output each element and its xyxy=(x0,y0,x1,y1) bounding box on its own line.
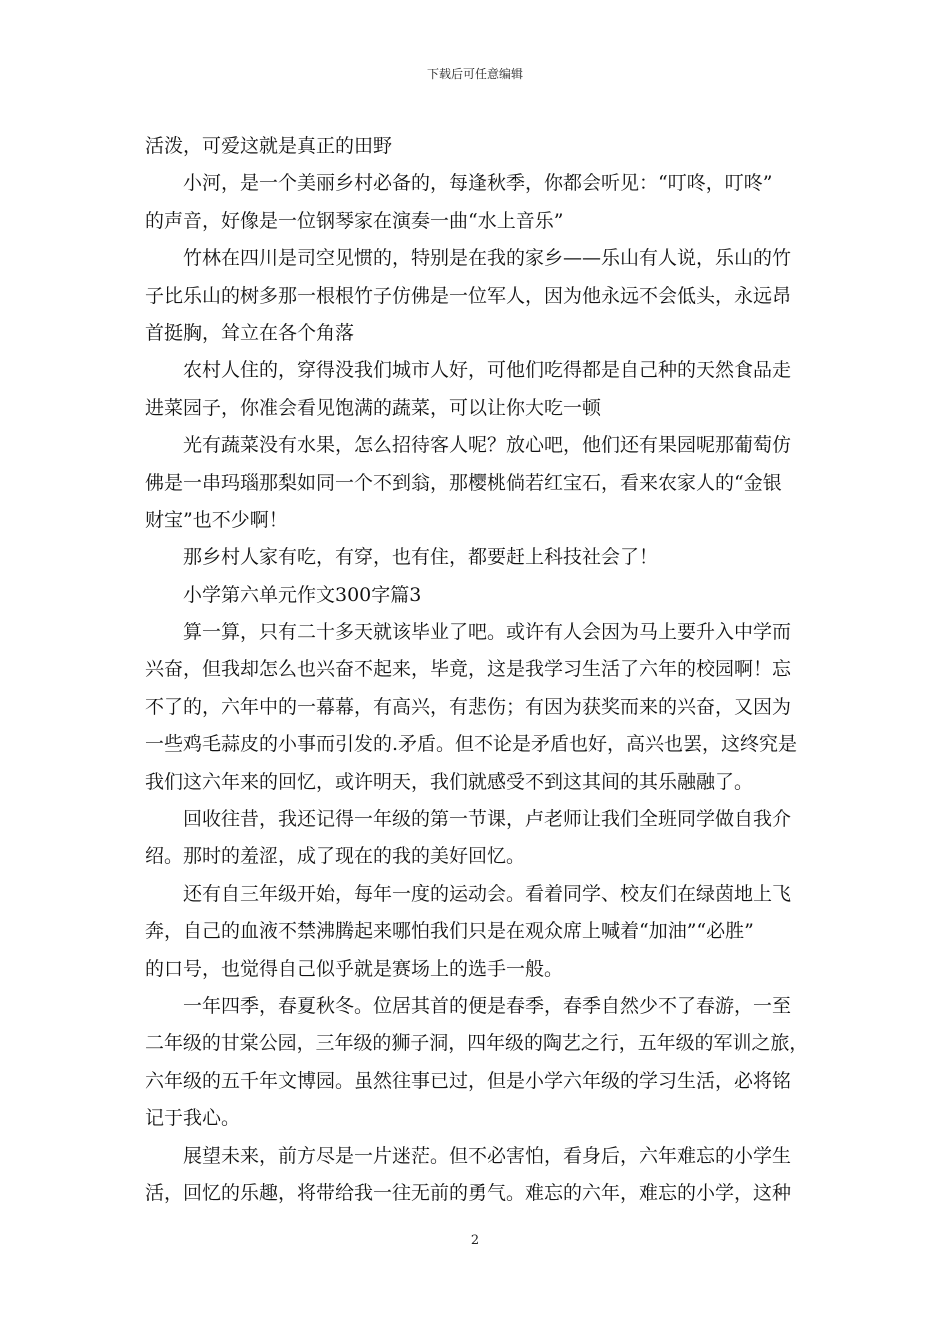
text-line: 一年四季，春夏秋冬。位居其首的便是春季，春季自然少不了春游，一至 xyxy=(183,994,792,1017)
text-line: 小学第六单元作文300字篇3 xyxy=(183,583,422,606)
text-line: 兴奋，但我却怎么也兴奋不起来，毕竟，这是我学习生活了六年的校园啊！忘 xyxy=(145,658,792,681)
text-line: 的口号，也觉得自己似乎就是赛场上的选手一般。 xyxy=(145,957,564,980)
text-line: 不了的，六年中的一幕幕，有高兴，有悲伤；有因为获奖而来的兴奋，又因为 xyxy=(145,695,792,718)
text-line: 财宝”也不少啊！ xyxy=(145,508,288,531)
text-line: 奔，自己的血液不禁沸腾起来哪怕我们只是在观众席上喊着“加油”“必胜” xyxy=(145,920,754,943)
text-line: 我们这六年来的回忆，或许明天，我们就感受不到这其间的其乐融融了。 xyxy=(145,770,754,793)
text-line: 展望未来，前方尽是一片迷茫。但不必害怕，看身后，六年难忘的小学生 xyxy=(183,1144,792,1167)
text-line: 活，回忆的乐趣，将带给我一往无前的勇气。难忘的六年，难忘的小学，这种 xyxy=(145,1181,792,1204)
text-line: 一些鸡毛蒜皮的小事而引发的.矛盾。但不论是矛盾也好，高兴也罢，这终究是 xyxy=(145,733,798,756)
text-line: 小河，是一个美丽乡村必备的，每逢秋季，你都会听见：“叮咚，叮咚” xyxy=(183,172,773,195)
text-line: 首挺胸，耸立在各个角落 xyxy=(145,321,355,344)
text-line: 的声音，好像是一位钢琴家在演奏一曲“水上音乐” xyxy=(145,209,564,232)
page-header: 下载后可任意编辑 xyxy=(426,67,523,81)
text-line: 光有蔬菜没有水果，怎么招待客人呢？放心吧，他们还有果园呢那葡萄仿 xyxy=(183,434,792,457)
document-body xyxy=(145,128,810,1212)
text-line: 还有自三年级开始，每年一度的运动会。看着同学、校友们在绿茵地上飞 xyxy=(183,882,792,905)
text-line: 佛是一串玛瑙那梨如同一个不到翁，那樱桃倘若红宝石，看来农家人的“金银 xyxy=(145,471,782,494)
text-line: 二年级的甘棠公园，三年级的狮子洞，四年级的陶艺之行，五年级的军训之旅， xyxy=(145,1032,809,1055)
text-line: 进菜园子，你准会看见饱满的蔬菜，可以让你大吃一顿 xyxy=(145,396,602,419)
text-line: 子比乐山的树多那一根根竹子仿佛是一位军人，因为他永远不会低头，永远昂 xyxy=(145,284,792,307)
text-line: 竹林在四川是司空见惯的，特别是在我的家乡——乐山有人说，乐山的竹 xyxy=(183,247,792,270)
text-line: 回收往昔，我还记得一年级的第一节课，卢老师让我们全班同学做自我介 xyxy=(183,808,792,831)
text-line: 记于我心。 xyxy=(145,1107,241,1130)
text-line: 活泼，可爱这就是真正的田野 xyxy=(145,135,393,157)
text-line: 绍。那时的羞涩，成了现在的我的美好回忆。 xyxy=(145,845,526,868)
text-line: 那乡村人家有吃，有穿，也有住，都要赶上科技社会了！ xyxy=(183,546,659,569)
text-line: 六年级的五千年文博园。虽然往事已过，但是小学六年级的学习生活，必将铭 xyxy=(145,1069,792,1092)
page-number: 2 xyxy=(470,1233,480,1248)
text-line: 农村人住的，穿得没我们城市人好，可他们吃得都是自己种的天然食品走 xyxy=(183,359,792,382)
text-line: 算一算，只有二十多天就该毕业了吧。或许有人会因为马上要升入中学而 xyxy=(183,621,792,644)
